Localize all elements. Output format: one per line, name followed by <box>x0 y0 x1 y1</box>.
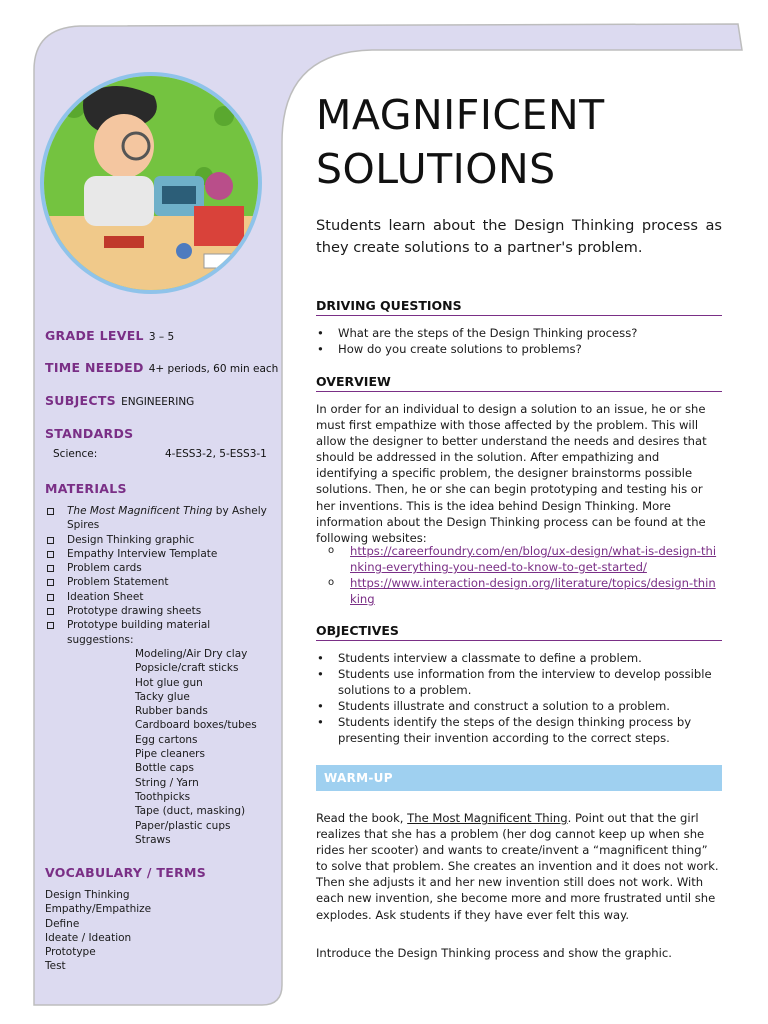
grade-level-label: GRADE LEVEL <box>45 328 144 343</box>
time-needed-row <box>45 357 278 376</box>
list-item: Modeling/Air Dry clay <box>135 647 248 660</box>
checkbox-icon <box>47 537 54 544</box>
driving-questions-heading: DRIVING QUESTIONS <box>316 298 722 316</box>
driving-questions-list <box>316 325 722 357</box>
list-item: Egg cartons <box>135 733 198 746</box>
list-item: • How do you create solutions to problems? <box>316 341 722 357</box>
grade-level-value: 3 – 5 <box>148 331 175 343</box>
list-item: • Students use information from the interview to develop possible solutions to a problem. <box>316 666 722 698</box>
list-item: • Students identify the steps of the design thinking process by presenting their invention according to the correct steps. <box>316 714 722 746</box>
link-careerfoundry[interactable]: https://careerfoundry.com/en/blog/ux-design/what-is-design-thinking-everything-you-need-to-know-to-get-started/ <box>350 544 717 575</box>
time-needed-value: 4+ periods, 60 min each <box>148 363 279 375</box>
list-item: Paper/plastic cups <box>135 819 231 832</box>
subjects-value: ENGINEERING <box>121 396 195 408</box>
link-interaction-design[interactable]: https://www.interaction-design.org/literature/topics/design-thinking <box>350 576 716 607</box>
list-item: Prototype drawing sheets <box>45 604 277 618</box>
checkbox-icon <box>47 579 54 586</box>
list-item: Define <box>45 917 80 930</box>
list-item: Prototype <box>45 946 96 959</box>
list-item: Ideate / Ideation <box>45 931 132 944</box>
standards-row <box>53 448 267 460</box>
list-item: • What are the steps of the Design Thinking process? <box>316 325 722 341</box>
objectives-heading: OBJECTIVES <box>316 623 722 641</box>
checkbox-icon <box>47 622 54 629</box>
overview-text: In order for an individual to design a solution to an issue, he or she must first empathize with those affected by the problem. This will allow the designer to better understand the needs and desires that should be addressed in the solution. After empathizing and identifying a specific problem, the designer brainstorms possible solutions. Then, he or she can begin prototyping and testing his or her inventions. This is the idea behind Design Thinking. More information about the Design Thinking process can be found at the following websites: <box>316 402 707 545</box>
list-item: Problem cards <box>45 561 277 575</box>
objectives-list <box>316 650 722 746</box>
warmup-banner: WARM-UP <box>316 765 722 791</box>
list-item: Tape (duct, masking) <box>135 805 246 818</box>
vocabulary-label: VOCABULARY / TERMS <box>45 865 207 880</box>
vocabulary-list <box>45 888 151 974</box>
title-line-2: SOLUTIONS <box>316 145 556 193</box>
vocabulary-heading <box>45 862 206 881</box>
intro-text: Students learn about the Design Thinking process as they create solutions to a partner's problem. <box>316 217 722 256</box>
standards-subject: Science: <box>53 448 98 460</box>
list-item <box>316 543 722 575</box>
checkbox-icon <box>47 608 54 615</box>
overview-heading: OVERVIEW <box>316 374 722 392</box>
standards-heading <box>45 423 133 442</box>
book-title: The Most Magnificent Thing <box>407 811 568 825</box>
list-item: Tacky glue <box>135 690 190 703</box>
list-item: Pipe cleaners <box>135 748 205 761</box>
list-item: Straws <box>135 833 171 846</box>
list-item <box>316 575 722 607</box>
lesson-illustration <box>40 72 262 294</box>
list-item: Test <box>45 960 66 973</box>
checkbox-icon <box>47 551 54 558</box>
list-item: • Students interview a classmate to define a problem. <box>316 650 722 666</box>
list-item: Toothpicks <box>135 790 191 803</box>
list-item: The Most Magnificent Thing by Ashely Spires <box>45 504 277 533</box>
materials-heading <box>45 478 127 497</box>
book-title: The Most Magnificent Thing <box>67 505 213 517</box>
list-item: Ideation Sheet <box>45 590 277 604</box>
list-item: • Students illustrate and construct a solution to a problem. <box>316 698 722 714</box>
overview-links <box>316 543 722 607</box>
list-item: String / Yarn <box>135 776 199 789</box>
grade-level-row <box>45 325 174 344</box>
subjects-label: SUBJECTS <box>45 393 116 408</box>
warmup-instruction: Introduce the Design Thinking process and show the graphic. <box>316 946 672 960</box>
list-item: Empathy Interview Template <box>45 547 277 561</box>
list-item: Prototype building material suggestions: Modeling/Air Dry clay Popsicle/craft sticks Hot glue gun Tacky glue Rubber bands Cardboard boxes/tubes Egg cartons Pipe cleaners Bottle caps String / Yarn Toothpicks Tape (duct, masking) Paper/plastic cups Straws <box>45 618 277 847</box>
page-title <box>316 88 605 196</box>
list-item: Design Thinking <box>45 889 130 901</box>
list-item: Bottle caps <box>135 762 194 775</box>
subjects-row <box>45 390 194 409</box>
list-item: Hot glue gun <box>135 676 203 689</box>
materials-label: MATERIALS <box>45 481 127 496</box>
list-item: Empathy/Empathize <box>45 903 152 916</box>
materials-list <box>45 504 277 847</box>
warmup-paragraph: Read the book, The Most Magnificent Thing. Point out that the girl realizes that she has a problem (her dog cannot keep up when she rides her scooter) and wants to create/invent a “magnificent thing” to solve that problem. She creates an invention and it does not work. Then she adjusts it and her new invention still does not work. With each new invention, she become more and more frustrated until she explodes. Ask students if they have ever felt this way. <box>316 811 719 922</box>
checkbox-icon <box>47 565 54 572</box>
checkbox-icon <box>47 594 54 601</box>
time-needed-label: TIME NEEDED <box>45 360 144 375</box>
standards-label: STANDARDS <box>45 426 134 441</box>
list-item: Problem Statement <box>45 575 277 589</box>
list-item: Design Thinking graphic <box>45 533 277 547</box>
list-item: Popsicle/craft sticks <box>135 662 239 675</box>
standards-codes: 4-ESS3-2, 5-ESS3-1 <box>165 448 267 460</box>
building-materials-list <box>67 647 277 847</box>
list-item: Rubber bands <box>135 705 208 718</box>
checkbox-icon <box>47 508 54 515</box>
list-item: Cardboard boxes/tubes <box>135 719 257 732</box>
title-line-1: MAGNIFICENT <box>316 91 605 139</box>
